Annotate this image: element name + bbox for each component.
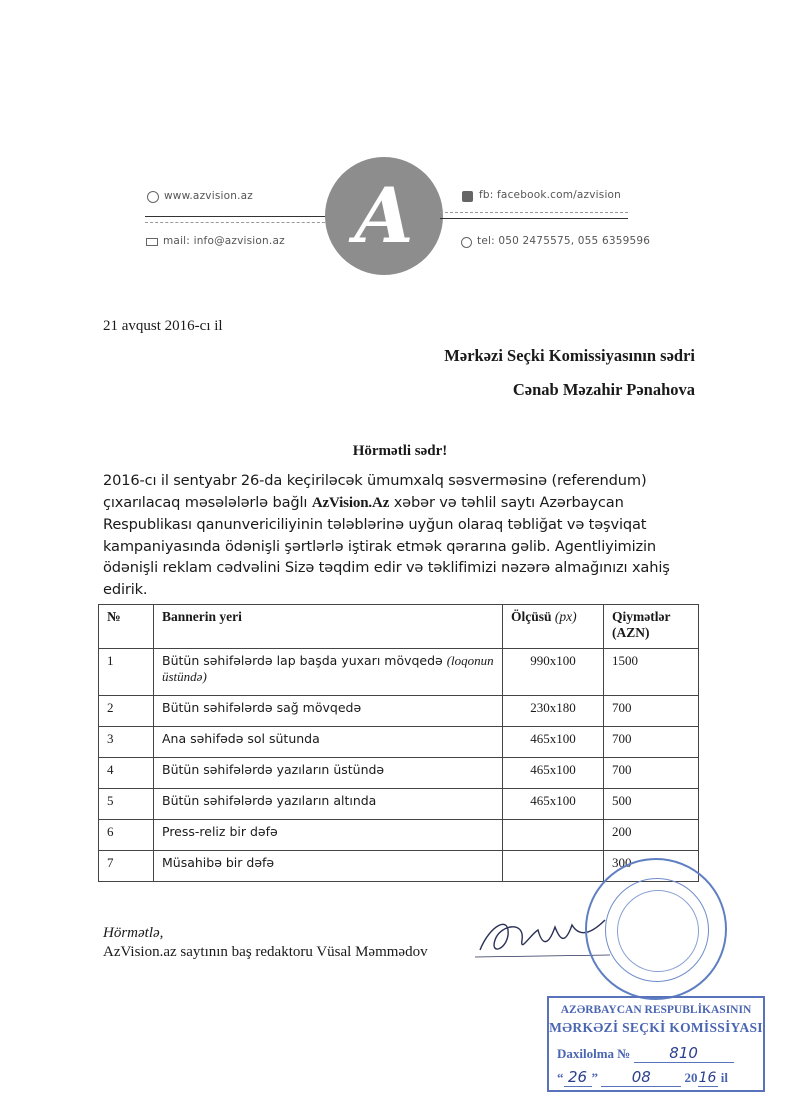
table-row [99,727,699,758]
header-size-unit: (px) [554,609,577,624]
signatory-line: AzVision.az saytının baş redaktoru Vüsal Məmmədov [103,944,428,960]
recipient-title: Mərkəzi Seçki Komissiyasının sədri [444,346,695,365]
stamp-line-2: MƏRKƏZİ SEÇKİ KOMİSSİYASI [549,1020,763,1035]
letterhead-line-left [145,216,330,217]
row-place: Bütün səhifələrdə sağ mövqedə [154,696,503,727]
stamp-reg-label: Daxilolma № [557,1046,631,1061]
row-no: 7 [99,851,154,882]
row-size: 990x100 [503,649,604,696]
row-price: 500 [604,789,699,820]
stamp-date-year-suffix: 16 [698,1070,717,1086]
row-no: 4 [99,758,154,789]
row-place-note: (loqonun üstündə) [162,653,494,684]
letterhead-line-right [440,218,628,219]
table-row [99,649,699,696]
brand-name: AzVision.Az [311,494,390,511]
row-price: 300 [604,851,699,882]
row-place: Press-reliz bir dəfə [154,820,503,851]
row-place: Bütün səhifələrdə yazıların üstündə [154,758,503,789]
price-table [98,604,699,882]
stamp-reg-number: 810 [634,1044,734,1063]
logo-letter: A [354,171,414,260]
row-place-text: Bütün səhifələrdə lap başda yuxarı mövqedə [162,653,447,668]
body-part-1: 2016-cı il sentyabr 26-da keçiriləcək ümumxalq səsverməsinə (referendum) çıxarılacaq məsələlərlə bağlı [103,472,647,511]
round-seal-center [617,890,699,972]
phone-icon [461,237,472,248]
row-price: 700 [604,727,699,758]
row-place [154,649,503,696]
letterhead-dash-left [145,222,330,223]
table-row [99,696,699,727]
recipient-name: Cənab Məzahir Pənahova [512,380,695,399]
row-size: 230x180 [503,696,604,727]
row-no: 5 [99,789,154,820]
body-part-2: xəbər və təhlil saytı Azərbaycan Respublikası qanunvericiliyinin tələblərinə uyğun olaraq təbliğat və təşviqat kampaniyasında ödənişli şərtlərlə iştirak etmək qərarına gəlib. Agentliyimizin ödənişli reklam cədvəlini Sizə təqdim edir və təklifimizi nəzərə almağınızı xahiş edirik. [103,493,670,598]
website-text: www.azvision.az [164,190,253,202]
stamp-registration [557,1044,734,1063]
row-size: 465x100 [503,789,604,820]
closing-phrase: Hörmətlə, [103,925,164,941]
stamp-date-day: 26 [564,1068,592,1087]
table-row [99,820,699,851]
facebook-icon [462,191,473,202]
header-place: Bannerin yeri [154,605,503,649]
mail-icon [146,238,158,246]
header-size [503,605,604,649]
row-place: Müsahibə bir dəfə [154,851,503,882]
header-no: № [99,605,154,649]
facebook-text: fb: facebook.com/azvision [479,189,622,201]
stamp-date-suffix: il [720,1070,728,1085]
registration-stamp [547,996,765,1092]
globe-icon [147,191,159,203]
table-header-row [99,605,699,649]
row-price: 700 [604,758,699,789]
row-no: 1 [99,649,154,696]
row-price: 200 [604,820,699,851]
mail-text: mail: info@azvision.az [163,235,285,247]
stamp-date-open-quote: “ [557,1070,564,1085]
row-place: Ana səhifədə sol sütunda [154,727,503,758]
row-no: 3 [99,727,154,758]
row-place: Bütün səhifələrdə yazıların altında [154,789,503,820]
table-row [99,758,699,789]
row-size: 465x100 [503,758,604,789]
letterhead-dash-right [440,212,628,213]
row-no: 6 [99,820,154,851]
stamp-date-month: 08 [601,1068,681,1087]
table-row [99,789,699,820]
row-price: 1500 [604,649,699,696]
stamp-line-1: AZƏRBAYCAN RESPUBLİKASININ [560,1004,752,1016]
stamp-date-year-prefix: 20 [684,1070,698,1085]
letterhead [0,0,800,290]
header-size-label: Ölçüsü [511,609,555,624]
header-price: Qiymətlər (AZN) [604,605,699,649]
stamp-date-close-quote: ” [591,1070,598,1085]
greeting: Hörmətli sədr! [352,443,448,459]
row-no: 2 [99,696,154,727]
row-size: 465x100 [503,727,604,758]
row-size [503,820,604,851]
letter-body [103,470,703,600]
stamp-date [557,1068,728,1087]
row-size [503,851,604,882]
round-seal [585,858,727,1000]
letter-date: 21 avqust 2016-cı il [103,318,223,334]
azvision-logo [325,157,443,275]
phone-text: tel: 050 2475575, 055 6359596 [477,235,651,247]
row-price: 700 [604,696,699,727]
